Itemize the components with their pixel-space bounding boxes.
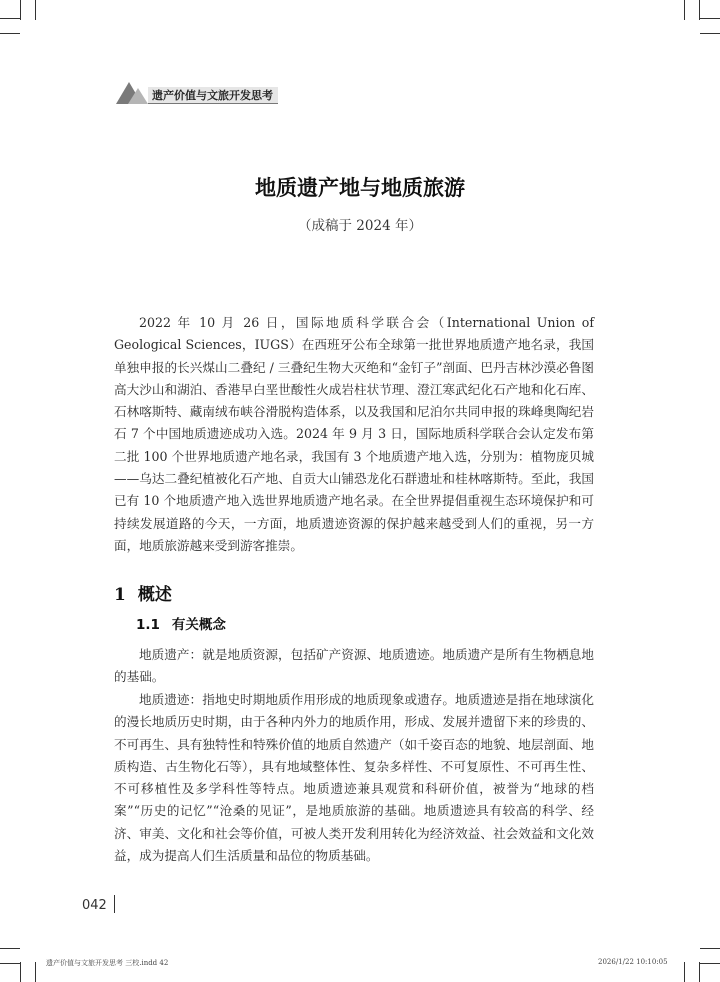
crop-mark — [700, 963, 720, 964]
heritage-paragraph: 地质遗产：就是地质资源，包括矿产资源、地质遗迹。地质遗产是所有生物栖息地的基础。 — [114, 647, 594, 685]
crop-mark — [700, 948, 720, 949]
page-number: 042 — [82, 898, 107, 913]
section-heading — [114, 580, 172, 605]
crop-mark — [0, 963, 20, 964]
crop-mark — [20, 0, 21, 20]
header-triangle-icon — [128, 88, 148, 104]
subsection-heading — [136, 613, 226, 633]
crop-mark — [699, 962, 700, 982]
crop-mark — [684, 962, 685, 982]
running-header — [116, 82, 280, 106]
crop-mark — [35, 0, 36, 20]
page-number-divider — [114, 895, 115, 913]
print-slug-file: 遗产价值与文旅开发思考 三校.indd 42 — [46, 959, 169, 967]
running-title: 遗产价值与文旅开发思考 — [148, 87, 278, 104]
section-number: 1 — [114, 585, 126, 605]
crop-mark — [0, 948, 20, 949]
crop-mark — [35, 962, 36, 982]
crop-mark — [700, 33, 720, 34]
crop-mark — [0, 33, 20, 34]
intro-paragraph: 2022 年 10 月 26 日，国际地质科学联合会（International Union of Geological Sciences，IUGS）在西班牙公布全球第一批世界地质遗产地名录，我国单独申报的长兴煤山二叠纪 / 三叠纪生物大灭绝和“金钉子”剖面、巴丹吉林沙漠必鲁图高大沙山和湖泊、香港早白垩世酸性火成岩柱状节理、澄江寒武纪化石产地和化石库、石林喀斯特、藏南绒布峡谷滑脱构造体系，以及我国和尼泊尔共同申报的珠峰奥陶纪岩石 7 个中国地质遗迹成功入选。2024 年 9 月 3 日，国际地质科学联合会认定发布第二批 100 个世界地质遗产地名录，我国有 3 个地质遗产地入选，分别为：植物庞贝城——乌达二叠纪植被化石产地、自贡大山铺恐龙化石群遗址和桂林喀斯特。至此，我国已有 10 个地质遗产地入选世界地质遗产地名录。在全世界提倡重视生态环境保护和可持续发展道路的今天，一方面，地质遗迹资源的保护越来越受到人们的重视，另一方面，地质旅游越来受到游客推崇。 — [114, 315, 594, 553]
section-title: 概述 — [137, 585, 172, 605]
relics-paragraph: 地质遗迹：指地史时期地质作用形成的地质现象或遗存。地质遗迹是指在地球演化的漫长地质历史时期，由于各种内外力的地质作用，形成、发展并遗留下来的珍贵的、不可再生、具有独特性和特殊价值的地质自然遗产（如千姿百态的地貌、地层剖面、地质构造、古生物化石等），具有地域整体性、复杂多样性、不可复原性、不可再生性、不可移植性及多学科性等特点。地质遗迹兼具观赏和科研价值，被誉为“地球的档案”“历史的记忆”“沧桑的见证”，是地质旅游的基础。地质遗迹具有较高的科学、经济、审美、文化和社会等价值，可被人类开发利用转化为经济效益、社会效益和文化效益，成为提高人们生活质量和品位的物质基础。 — [114, 692, 594, 864]
article-subtitle: （成稿于 2024 年） — [298, 218, 422, 234]
crop-mark — [0, 18, 20, 19]
article-title: 地质遗产地与地质旅游 — [255, 176, 465, 200]
subsection-number: 1.1 — [136, 617, 160, 633]
crop-mark — [699, 0, 700, 20]
crop-mark — [700, 18, 720, 19]
subsection-title: 有关概念 — [171, 617, 226, 633]
crop-mark — [684, 0, 685, 20]
print-slug-date: 2026/1/22 10:10:05 — [598, 958, 668, 966]
crop-mark — [20, 962, 21, 982]
